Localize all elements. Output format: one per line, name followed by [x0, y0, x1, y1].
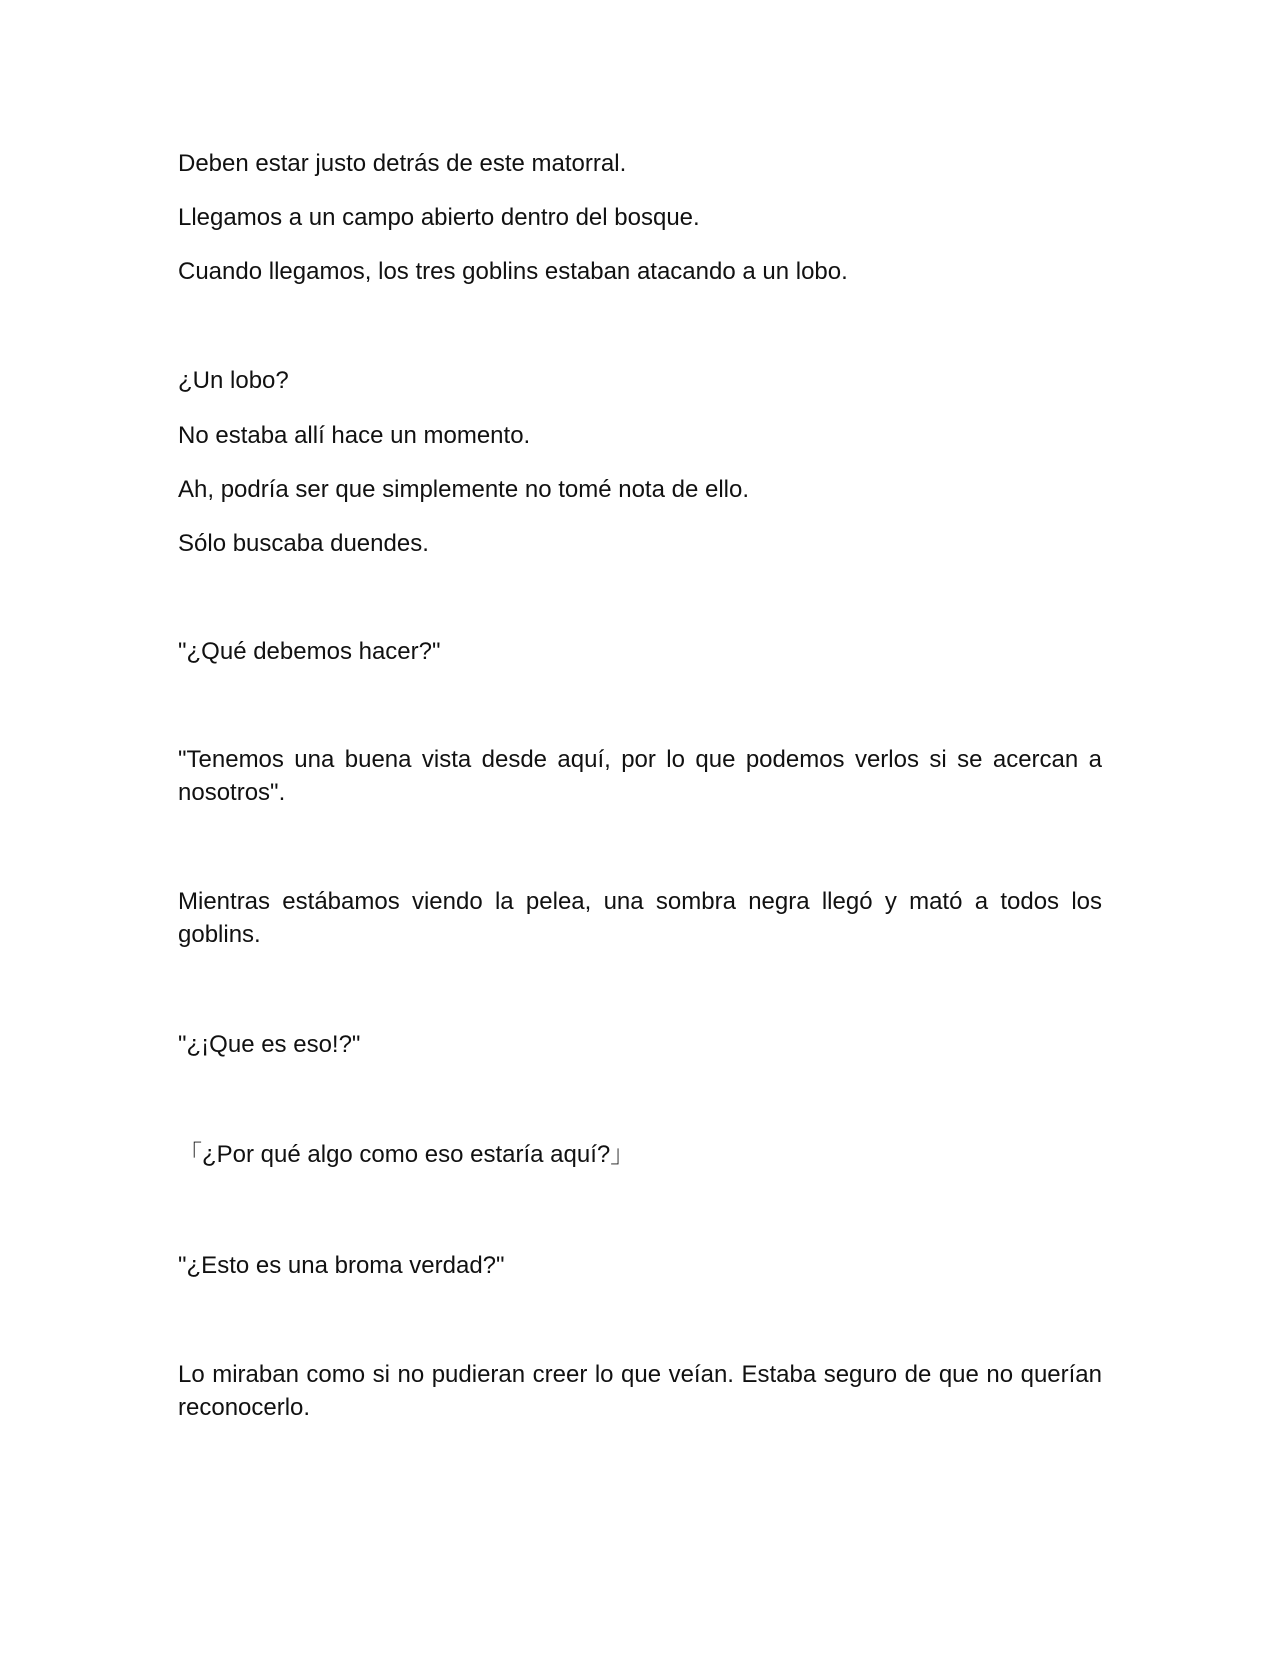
paragraph-6: Ah, podría ser que simplemente no tomé nota de ello. [178, 476, 750, 503]
paragraph-11: "¿¡Que es eso!?" [178, 1031, 361, 1058]
paragraph-3: Cuando llegamos, los tres goblins estaban atacando a un lobo. [178, 258, 848, 285]
paragraph-9: "Tenemos una buena vista desde aquí, por lo que podemos verlos si se acercan a nosotros". [178, 746, 1102, 806]
paragraph-5: No estaba allí hace un momento. [178, 422, 531, 449]
paragraph-2: Llegamos a un campo abierto dentro del bosque. [178, 204, 700, 231]
paragraph-4: ¿Un lobo? [178, 367, 289, 394]
paragraph-12: 「¿Por qué algo como eso estaría aquí?」 [178, 1141, 635, 1168]
paragraph-13: "¿Esto es una broma verdad?" [178, 1252, 505, 1279]
paragraph-8: "¿Qué debemos hacer?" [178, 638, 441, 665]
paragraph-10: Mientras estábamos viendo la pelea, una sombra negra llegó y mató a todos los goblins. [178, 888, 1102, 948]
paragraph-1: Deben estar justo detrás de este matorral. [178, 150, 627, 177]
paragraph-7: Sólo buscaba duendes. [178, 530, 429, 557]
paragraph-14: Lo miraban como si no pudieran creer lo que veían. Estaba seguro de que no querían reconocerlo. [178, 1361, 1102, 1421]
